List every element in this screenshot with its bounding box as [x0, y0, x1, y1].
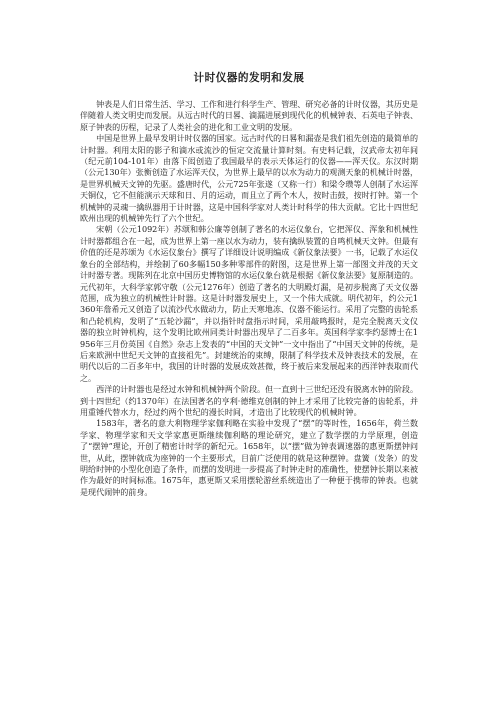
- paragraph-china-early: 中国是世界上最早发明计时仪器的国家。远古时代的日晷和漏壶是我们祖先创造的最简单的计时器。利用太阳的影子和滴水或流沙的恒定交流量计算时刻。有史料记载，汉武帝太初年间（纪元前104-101年）由落下闳创造了我国最早的表示天体运行的仪器——浑天仪。东汉时期（公元130年）张衡创造了水运浑天仪，为世界上最早的以水为动力的观测天象的机械计时器，是世界机械天文钟的先驱。盛唐时代，公元725年张遂（又称一行）和梁令瓒等人创制了水运浑天铜仪，它不但能演示天球和日、月的运动，而且立了两个木人，按时击鼓，按时打钟。第一个机械钟的灵魂一擒纵器用于计时器，这是中国科学家对人类计时科学的伟大贡献。它比十四世纪欧州出现的机械钟先行了六个世纪。: [80, 134, 418, 224]
- paragraph-pendulum: 1583年，著名的意大利物理学家伽利略在实验中发现了“摆”的等时性，1656年，荷兰数学家、物理学家和天文学家惠更斯继续伽利略的理论研究，建立了数学摆的力学原理，创造了“摆钟”理论，开创了精密计时学的新纪元。1658年，以“摆”做为钟表调速器的惠更斯摆钟问世，从此，摆钟就成为座钟的一个主要形式，目前广泛使用的就是这种摆钟。盘簧（发条）的发明给时钟的小型化创造了条件，而摆的发明进一步提高了时钟走时的准确性，使摆钟长期以来被作为最好的时间标准。1675年，惠更斯又采用摆轮游丝系统造出了一种便于携带的钟表。也就是现代闹钟的前身。: [80, 419, 418, 497]
- paragraph-intro: 钟表是人们日常生活、学习、工作和进行科学生产、管理、研究必备的计时仪器，其历史是伴随着人类文明史而发展。从远古时代的日晷、滴漏进展到现代化的机械钟表、石英电子钟表、原子钟表的历程，记录了人类社会的进化和工业文明的发展。: [80, 100, 418, 132]
- paragraph-song-ming: 宋朝（公元1092年）苏颂和韩公廉等创制了著名的水运仪象台，它把浑仪、浑象和机械性计时器都组合在一起，成为世界上第一座以水为动力，装有擒纵装置的自鸣机械天文钟。但最有价值的还是苏颂为《水运仪象台》撰写了详细设计说明编成《新仪象法要》一书，记载了水运仪象台的全部结构，并绘制了60多幅150多种零部件的附图，这是世界上第一部图文并茂的天文计时器专著。现陈列在北京中国历史博物馆的水运仪象台就是根据《新仪象法要》复原制造的。元代初年，大科学家郭守敬（公元1276年）创造了著名的大明殿灯漏，是初步脱离了天文仪器范围，成为独立的机械性计时器。这是计时器发展史上，又一个伟大成就。明代初年，约公元1360年詹希元又创造了以流沙代水做动力，防止天寒地冻、仪器不能运行。采用了完整的齿轮系和凸轮机构，发明了“五轮沙漏”，并以指针时盘指示时间，采用敲鸣报时，是完全脱离天文仪器的独立时钟机构，这个发明比欧州同类计时器出现早了二百多年。英国科学家李约瑟博士在1956年三月份英国《自然》杂志上发表的“中国的天文钟”一文中指出了“中国天文钟的传统，是后来欧洲中世纪天文钟的直接祖先”。封建统治的束缚，限制了科学技术及钟表技术的发展，在明代以后的二百多年中，我国的计时器的发展成效甚微，终于被后来发展起来的西洋钟表取而代之。: [80, 225, 418, 383]
- paragraph-western: 西洋的计时器也是经过水钟和机械钟两个阶段。但一直到十三世纪还没有脱离水钟的阶段。到十四世纪（约1370年）在法国著名的亨利·德维克创制的钟上才采用了比较完备的齿轮系，并用重锤代替水力，经过约两个世纪的漫长时间，才造出了比较现代的机械时钟。: [80, 385, 418, 417]
- document-title: 计时仪器的发明和发展: [193, 72, 305, 84]
